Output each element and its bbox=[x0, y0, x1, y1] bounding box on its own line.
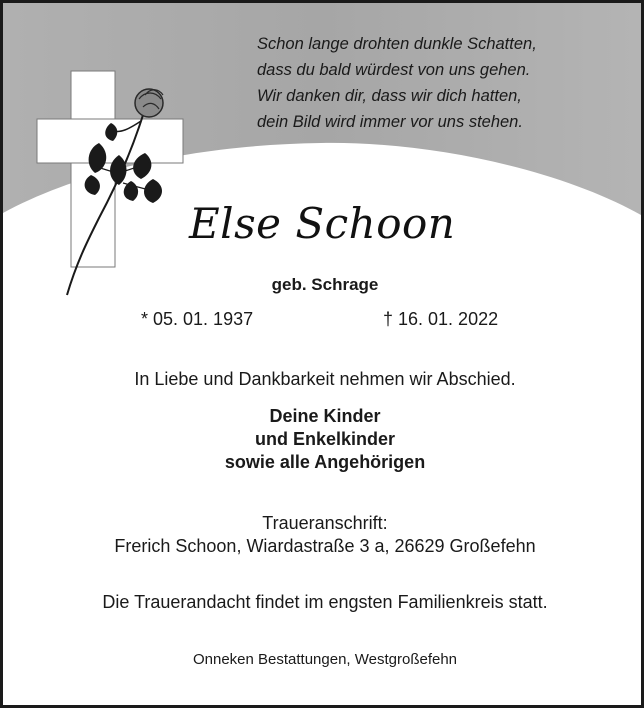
mourners-line: und Enkelkinder bbox=[254, 429, 396, 449]
poem-line: Schon lange drohten dunkle Schatten, bbox=[257, 35, 537, 53]
poem-line: Wir danken dir, dass wir dich hatten, bbox=[257, 87, 522, 105]
maiden-name: geb. Schrage bbox=[271, 275, 379, 294]
memorial-poem bbox=[257, 31, 627, 135]
birth-date: * 05. 01. 1937 bbox=[141, 309, 254, 329]
mourners-line: sowie alle Angehörigen bbox=[224, 452, 426, 472]
service-note: Die Trauerandacht findet im engsten Familienkreis statt. bbox=[102, 592, 548, 612]
address-label: Traueranschrift: bbox=[262, 513, 388, 533]
death-date: † 16. 01. 2022 bbox=[383, 309, 499, 329]
mourning-address: Frerich Schoon, Wiardastraße 3 a, 26629 Großefehn bbox=[114, 536, 536, 556]
mourners-block bbox=[3, 405, 644, 474]
farewell-text: In Liebe und Dankbarkeit nehmen wir Abschied. bbox=[134, 369, 516, 389]
undertaker-name: Onneken Bestattungen, Westgroßefehn bbox=[192, 651, 458, 668]
poem-line: dass du bald würdest von uns gehen. bbox=[257, 61, 531, 79]
mourners-line: Deine Kinder bbox=[269, 406, 381, 426]
deceased-name: Else Schoon bbox=[189, 199, 456, 248]
poem-line: dein Bild wird immer vor uns stehen. bbox=[257, 113, 523, 131]
